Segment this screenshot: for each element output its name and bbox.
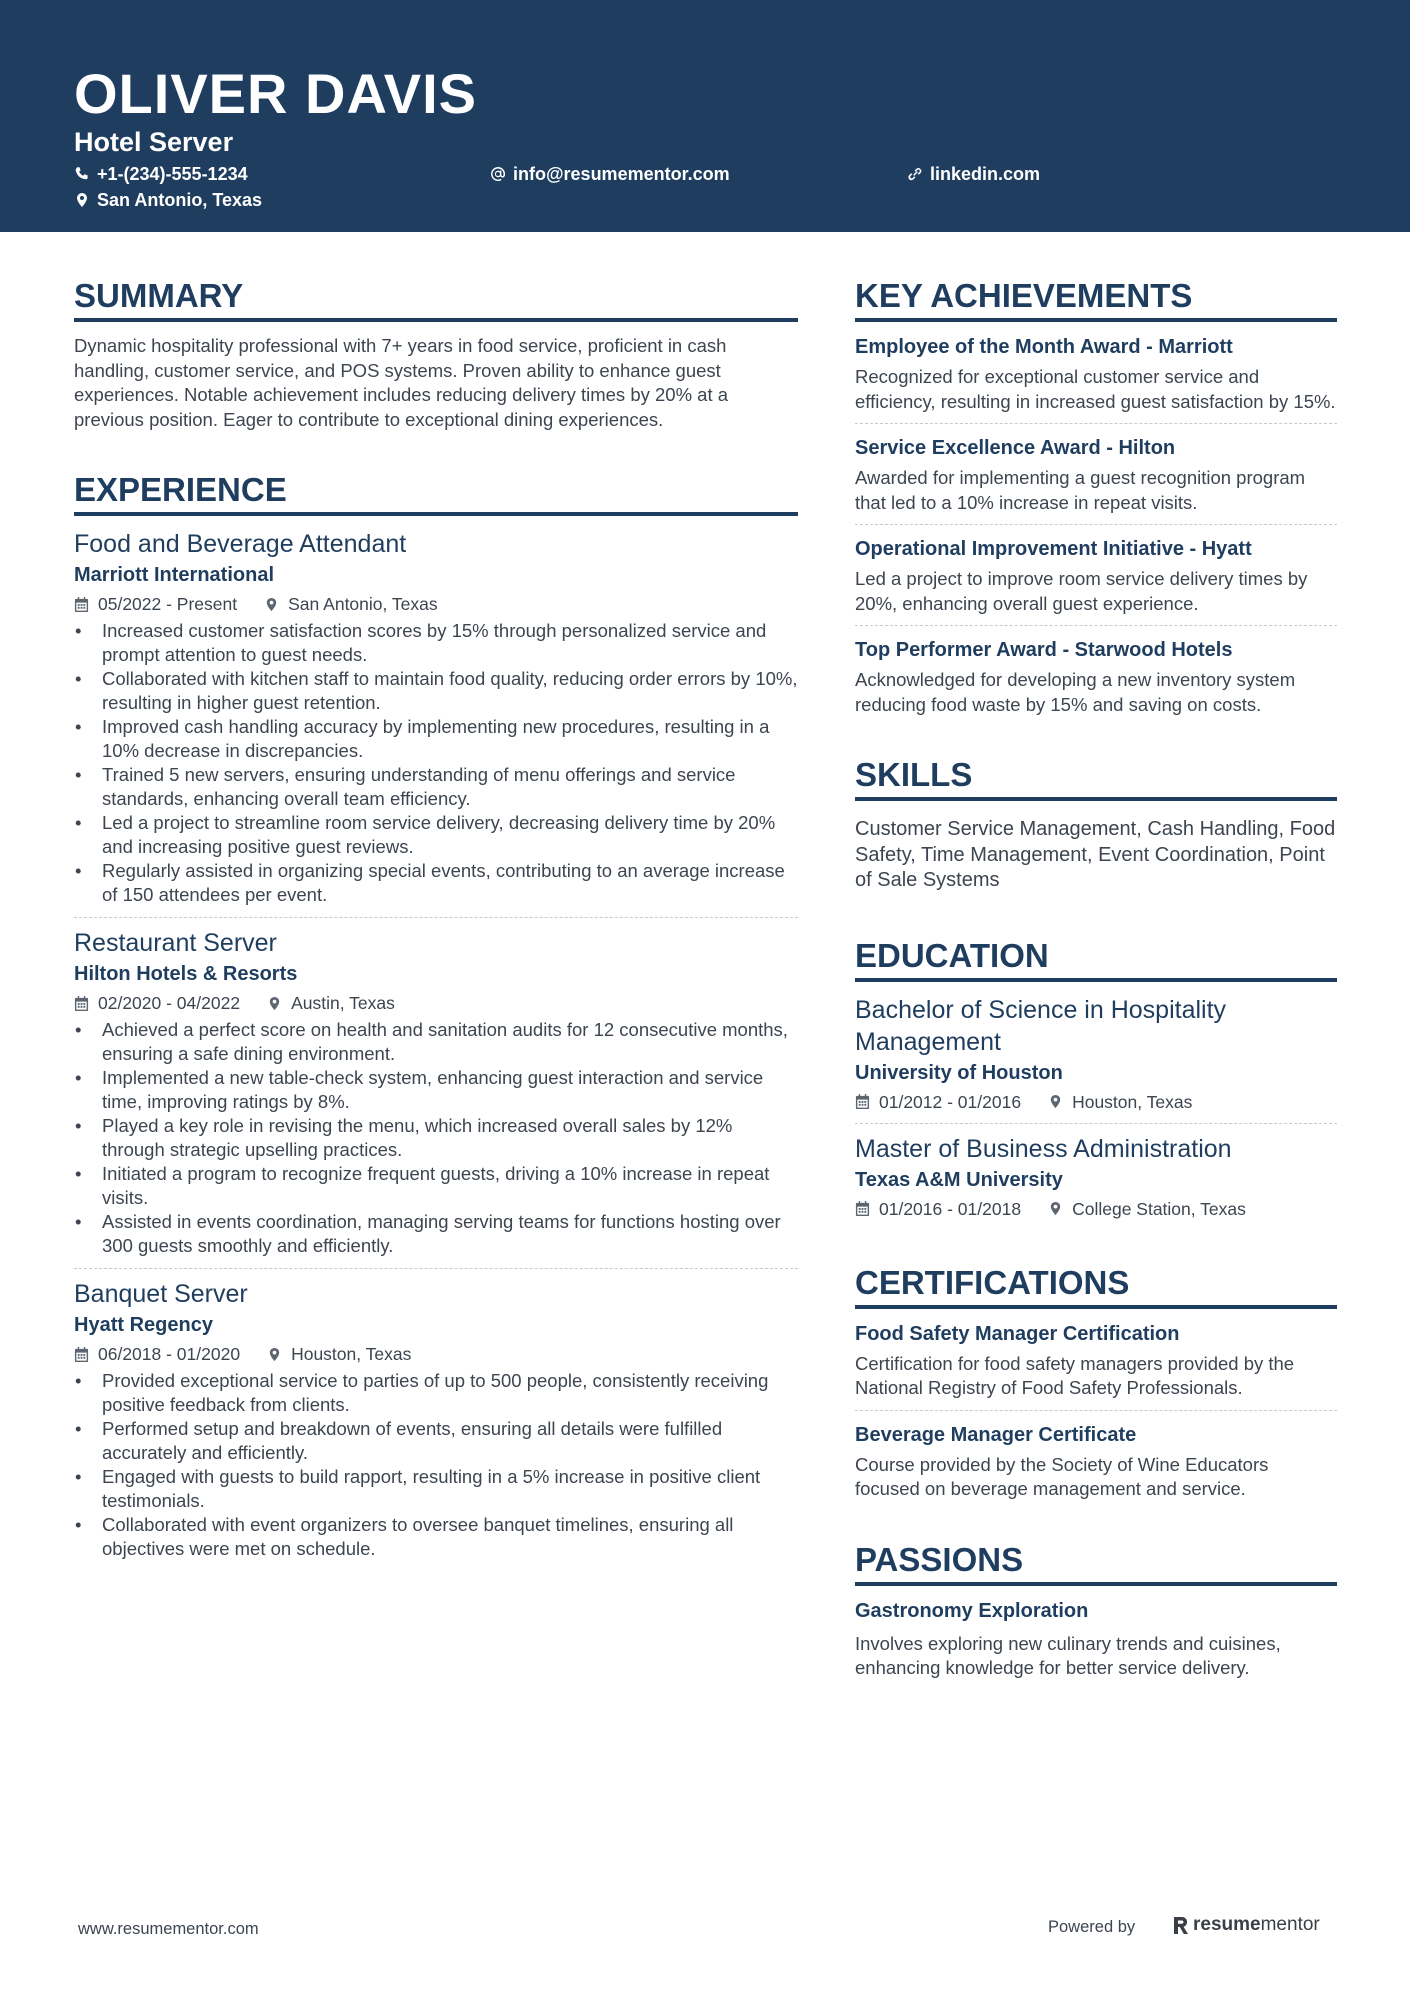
job-entry	[74, 528, 798, 907]
achievement-desc: Acknowledged for developing a new inventory system reducing food waste by 15% and saving on costs.	[855, 669, 1296, 715]
calendar-icon	[74, 1347, 89, 1362]
footer-url[interactable]: www.resumementor.com	[78, 1920, 259, 1938]
job-meta	[74, 1342, 798, 1366]
job-location-text: Houston, Texas	[291, 1344, 412, 1364]
contact-linkedin[interactable]	[907, 163, 1040, 185]
resume-header	[0, 0, 1410, 232]
job-title: Food and Beverage Attendant	[74, 530, 407, 558]
contact-email[interactable]	[490, 163, 730, 185]
job-bullets	[74, 1369, 798, 1561]
job-bullet: • Led a project to streamline room service delivery, decreasing delivery time by 20% and increasing positive guest reviews.	[74, 811, 798, 859]
job-bullet: • Trained 5 new servers, ensuring understanding of menu offerings and service standards, enhancing overall team efficiency.	[74, 763, 798, 811]
education-item	[855, 994, 1337, 1114]
section-title-experience: EXPERIENCE	[74, 470, 798, 516]
calendar-icon	[855, 1201, 870, 1216]
passion-title: Gastronomy Exploration	[855, 1599, 1089, 1622]
map-pin-icon	[267, 1347, 282, 1362]
map-pin-icon	[74, 192, 90, 208]
certification-desc: Certification for food safety managers provided by the National Registry of Food Safety Professionals.	[855, 1352, 1295, 1398]
divider	[855, 1410, 1337, 1411]
divider	[855, 524, 1337, 525]
right-column	[855, 276, 1337, 1681]
job-bullet: • Assisted in events coordination, managing serving teams for functions hosting over 300 guests smoothly and efficiently.	[74, 1210, 798, 1258]
achievement-title: Service Excellence Award - Hilton	[855, 437, 1176, 459]
phone-icon	[74, 166, 90, 182]
job-location	[267, 991, 395, 1015]
divider	[855, 1123, 1337, 1124]
achievement-desc: Led a project to improve room service delivery times by 20%, enhancing overall guest experience.	[855, 568, 1308, 614]
calendar-icon	[74, 597, 89, 612]
job-entry	[74, 1278, 798, 1561]
section-title-skills: SKILLS	[855, 755, 1337, 801]
achievement-desc: Awarded for implementing a guest recognition program that led to a 10% increase in repeat visits.	[855, 467, 1306, 513]
divider	[855, 423, 1337, 424]
job-bullet: • Played a key role in revising the menu, which increased overall sales by 12% through strategic upselling practices.	[74, 1114, 798, 1162]
education-location	[1048, 1197, 1246, 1221]
left-column	[74, 276, 798, 1561]
location-text: San Antonio, Texas	[97, 190, 263, 210]
education-item	[855, 1133, 1337, 1221]
job-location	[264, 592, 438, 616]
job-title: Banquet Server	[74, 1280, 248, 1308]
summary-text: Dynamic hospitality professional with 7+ years in food service, proficient in cash handling, customer service, and POS systems. Proven ability to enhance guest experiences. Notable achievement includes reducing delivery times by 20% at a previous position. Eager to contribute to exceptional dining experiences.	[74, 335, 729, 430]
certification-desc: Course provided by the Society of Wine Educators focused on beverage management and service.	[855, 1453, 1269, 1499]
education-meta	[855, 1090, 1337, 1114]
candidate-role: Hotel Server	[74, 127, 234, 157]
section-title-certifications: CERTIFICATIONS	[855, 1263, 1337, 1309]
job-title: Restaurant Server	[74, 929, 277, 957]
certification-item	[855, 1422, 1337, 1502]
section-title-achievements: KEY ACHIEVEMENTS	[855, 276, 1337, 322]
map-pin-icon	[264, 597, 279, 612]
phone-text: +1-(234)-555-1234	[97, 164, 248, 184]
brand-text-bold: resume	[1193, 1914, 1261, 1935]
education-meta	[855, 1197, 1337, 1221]
linkedin-text: linkedin.com	[930, 164, 1041, 184]
powered-by-label: Powered by	[1048, 1918, 1136, 1936]
achievement-item	[855, 334, 1337, 414]
skills-text: Customer Service Management, Cash Handling, Food Safety, Time Management, Event Coordination, Point of Sale Systems	[855, 818, 1336, 891]
map-pin-icon	[1048, 1094, 1063, 1109]
map-pin-icon	[267, 996, 282, 1011]
job-location	[267, 1342, 411, 1366]
certification-title: Food Safety Manager Certification	[855, 1322, 1180, 1345]
job-company: Hilton Hotels & Resorts	[74, 963, 298, 985]
map-pin-icon	[1048, 1201, 1063, 1216]
job-bullets	[74, 619, 798, 907]
achievement-title: Operational Improvement Initiative - Hyatt	[855, 538, 1252, 560]
job-dates: 06/2018 - 01/2020	[98, 1344, 241, 1364]
job-location-text: San Antonio, Texas	[288, 594, 438, 614]
calendar-icon	[74, 996, 89, 1011]
job-bullet: • Increased customer satisfaction scores by 15% through personalized service and prompt attention to guest needs.	[74, 619, 798, 667]
job-meta	[74, 991, 798, 1015]
job-bullet: • Collaborated with event organizers to oversee banquet timelines, ensuring all objectives were met on schedule.	[74, 1513, 798, 1561]
job-dates: 05/2022 - Present	[98, 594, 238, 614]
calendar-icon	[855, 1094, 870, 1109]
section-title-summary: SUMMARY	[74, 276, 798, 322]
brand-text-light: mentor	[1260, 1914, 1320, 1935]
job-bullets	[74, 1018, 798, 1258]
divider	[855, 625, 1337, 626]
job-bullet: • Regularly assisted in organizing special events, contributing to an average increase of 150 attendees per event.	[74, 859, 798, 907]
passion-item	[855, 1598, 1337, 1681]
link-icon	[907, 166, 923, 182]
certification-title: Beverage Manager Certificate	[855, 1423, 1137, 1446]
divider	[74, 917, 798, 918]
education-location-text: College Station, Texas	[1072, 1198, 1246, 1219]
at-icon	[490, 166, 506, 182]
job-company: Marriott International	[74, 564, 275, 586]
job-location-text: Austin, Texas	[291, 993, 395, 1013]
job-bullet: • Engaged with guests to build rapport, resulting in a 5% increase in positive client testimonials.	[74, 1465, 798, 1513]
achievement-item	[855, 435, 1337, 515]
achievement-desc: Recognized for exceptional customer service and efficiency, resulting in increased guest satisfaction by 15%.	[855, 366, 1336, 412]
job-bullet: • Provided exceptional service to parties of up to 500 people, consistently receiving positive feedback from clients.	[74, 1369, 798, 1417]
education-degree: Bachelor of Science in Hospitality Management	[855, 995, 1227, 1056]
resumementor-logo-icon	[1172, 1914, 1190, 1936]
job-bullet: • Achieved a perfect score on health and sanitation audits for 12 consecutive months, ensuring a safe dining environment.	[74, 1018, 798, 1066]
job-bullet: • Implemented a new table-check system, enhancing guest interaction and service time, improving ratings by 8%.	[74, 1066, 798, 1114]
section-title-passions: PASSIONS	[855, 1540, 1337, 1586]
divider	[74, 1268, 798, 1269]
education-location	[1048, 1090, 1192, 1114]
job-company: Hyatt Regency	[74, 1314, 213, 1336]
job-bullet: • Collaborated with kitchen staff to maintain food quality, reducing order errors by 10%, resulting in higher guest retention.	[74, 667, 798, 715]
achievement-item	[855, 637, 1337, 717]
achievement-item	[855, 536, 1337, 616]
job-bullet: • Improved cash handling accuracy by implementing new procedures, resulting in a 10% decrease in discrepancies.	[74, 715, 798, 763]
candidate-name: OLIVER DAVIS	[74, 62, 478, 125]
education-location-text: Houston, Texas	[1072, 1091, 1193, 1112]
job-meta	[74, 592, 798, 616]
job-dates: 02/2020 - 04/2022	[98, 993, 241, 1013]
education-dates: 01/2016 - 01/2018	[879, 1198, 1022, 1219]
passion-desc: Involves exploring new culinary trends and cuisines, enhancing knowledge for better service delivery.	[855, 1632, 1281, 1678]
job-bullet: • Initiated a program to recognize frequent guests, driving a 10% increase in repeat visits.	[74, 1162, 798, 1210]
education-school: Texas A&M University	[855, 1168, 1063, 1191]
contact-location	[74, 189, 262, 211]
email-text: info@resumementor.com	[513, 164, 730, 184]
section-title-education: EDUCATION	[855, 936, 1337, 982]
job-bullet: • Performed setup and breakdown of events, ensuring all details were fulfilled accurately and efficiently.	[74, 1417, 798, 1465]
achievement-title: Top Performer Award - Starwood Hotels	[855, 639, 1233, 661]
education-dates: 01/2012 - 01/2016	[879, 1091, 1022, 1112]
certification-item	[855, 1321, 1337, 1401]
education-school: University of Houston	[855, 1061, 1063, 1084]
brand-logo[interactable]	[1172, 1914, 1320, 1936]
contact-phone[interactable]	[74, 163, 248, 185]
job-entry	[74, 927, 798, 1258]
education-degree: Master of Business Administration	[855, 1134, 1232, 1163]
achievement-title: Employee of the Month Award - Marriott	[855, 336, 1233, 358]
